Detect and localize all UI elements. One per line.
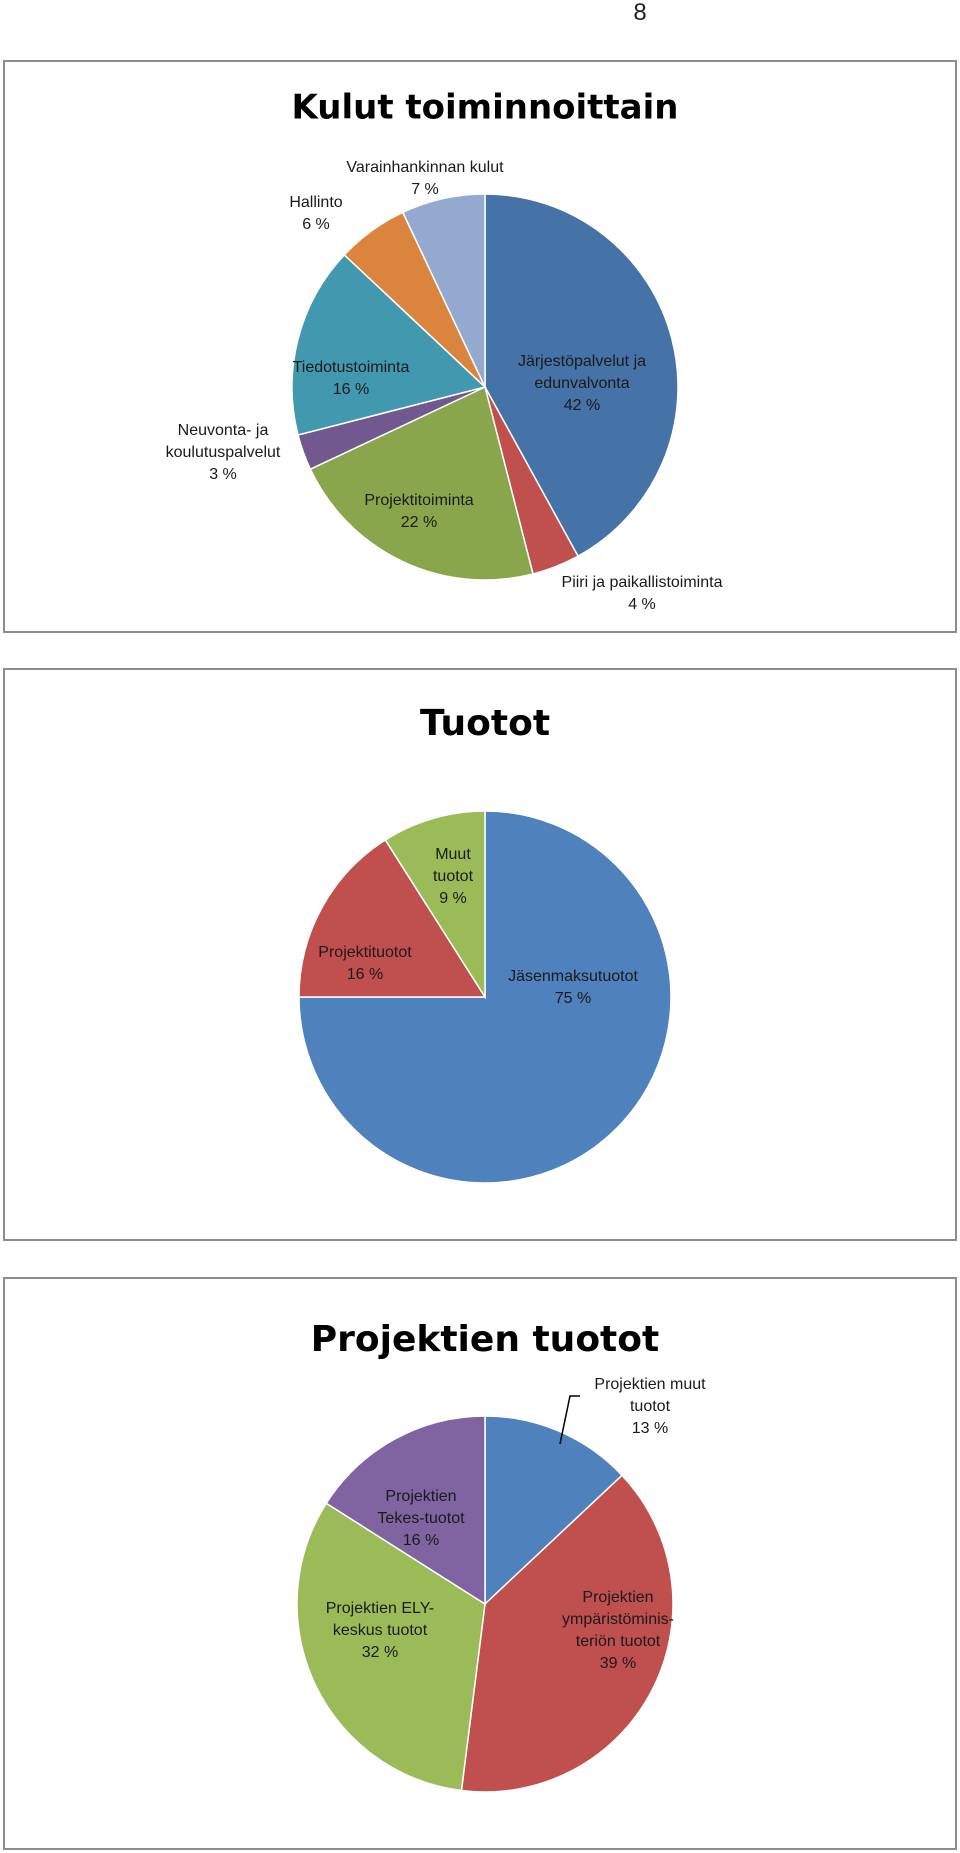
slice-label-line: Projektien bbox=[385, 1488, 457, 1505]
slice-label-line: tuotot bbox=[432, 868, 474, 885]
slice-label-line: tuotot bbox=[629, 1398, 671, 1415]
slice-label-line: Neuvonta- ja bbox=[177, 422, 269, 439]
slice-label-line: Varainhankinnan kulut bbox=[346, 159, 504, 176]
slice-label-neuvonta-ja-koulutuspalvelut bbox=[166, 422, 281, 483]
pie-chart-svg bbox=[5, 670, 955, 1239]
slice-label-line: teriön tuotot bbox=[575, 1633, 661, 1650]
slice-label-line: 4 % bbox=[628, 596, 656, 613]
slice-label-line: Projektien ELY- bbox=[325, 1600, 435, 1617]
slice-label-line: Projektitoiminta bbox=[364, 492, 474, 509]
slice-label-line: Hallinto bbox=[289, 194, 343, 211]
slice-label-line: Tiedotustoiminta bbox=[292, 359, 410, 376]
slice-label-piiri-ja-paikallistoiminta bbox=[562, 574, 723, 613]
slice-label-line: Projektien muut bbox=[594, 1376, 706, 1393]
slice-label-line: Jäsenmaksutuotot bbox=[508, 968, 638, 985]
slice-label-projektien-muut-tuotot bbox=[594, 1376, 706, 1437]
page-number: 8 bbox=[633, 0, 647, 26]
chart-title: Kulut toiminnoittain bbox=[291, 87, 679, 128]
slice-label-line: koulutuspalvelut bbox=[165, 444, 281, 461]
slice-label-line: Piiri ja paikallistoiminta bbox=[561, 574, 723, 591]
pie-chart-svg bbox=[5, 1279, 955, 1848]
chart-title: Projektien tuotot bbox=[310, 1319, 660, 1360]
slice-label-line: 7 % bbox=[411, 181, 439, 198]
pie-chart-kulut-toiminnoittain bbox=[3, 60, 957, 633]
slice-label-line: Projektien bbox=[582, 1589, 654, 1606]
pie-chart-tuotot bbox=[3, 668, 957, 1241]
slice-label-line: 9 % bbox=[439, 890, 467, 907]
pie-chart-projektien-tuotot bbox=[3, 1277, 957, 1850]
slice-label-line: edunvalvonta bbox=[534, 375, 630, 392]
slice-label-line: 3 % bbox=[209, 466, 237, 483]
slice-label-line: 13 % bbox=[631, 1420, 669, 1437]
slice-label-line: 22 % bbox=[400, 514, 438, 531]
slice-label-line: 32 % bbox=[361, 1644, 399, 1661]
slice-label-line: 16 % bbox=[346, 966, 384, 983]
slice-label-line: 39 % bbox=[599, 1655, 637, 1672]
slice-label-line: 75 % bbox=[554, 990, 592, 1007]
slice-label-line: Tekes-tuotot bbox=[377, 1510, 465, 1527]
slice-label-line: keskus tuotot bbox=[332, 1622, 428, 1639]
slice-label-line: ympäristöminis- bbox=[561, 1611, 675, 1628]
slice-label-line: 42 % bbox=[563, 397, 601, 414]
slice-label-line: 6 % bbox=[302, 216, 330, 233]
pie-chart-svg bbox=[5, 62, 955, 631]
chart-title: Tuotot bbox=[419, 703, 551, 744]
slice-label-varainhankinnan-kulut bbox=[346, 159, 504, 198]
slice-label-line: Muut bbox=[435, 846, 471, 863]
slice-label-line: Projektituotot bbox=[318, 944, 412, 961]
slice-label-hallinto bbox=[289, 194, 342, 233]
slice-label-line: 16 % bbox=[332, 381, 370, 398]
slice-label-line: 16 % bbox=[402, 1532, 440, 1549]
slice-label-line: Järjestöpalvelut ja bbox=[517, 353, 647, 370]
